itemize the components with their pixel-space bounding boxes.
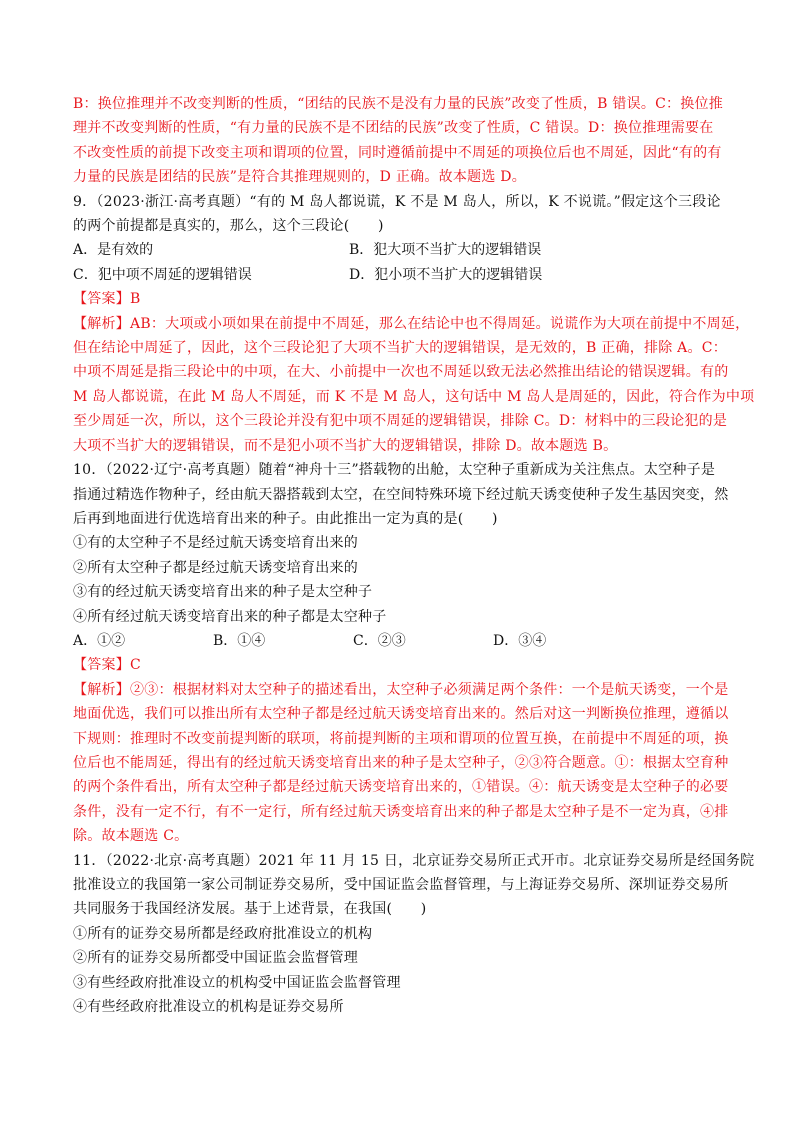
statement-item: ①所有的证券交易所都是经政府批准设立的机构 [73, 925, 373, 942]
question-11 [73, 849, 755, 1020]
explanation-line: 下规则：推理时不改变前提判断的联项，将前提判断的主项和谓项的位置互换，在前提中不周延的项，换 [73, 730, 729, 747]
explanation-line: 位后也不能周延，得出有的经过航天诱变培育出来的种子是太空种子，②③符合题意。①：根据太空育种 [73, 754, 729, 771]
question-stem-line: 9．（2023·浙江·高考真题）“有的 M 岛人都说谎，K 不是 M 岛人，所以，K 不说谎。”假定这个三段论 [73, 193, 721, 210]
question-9 [73, 190, 755, 458]
explanation-line: 但在结论中周延了，因此，这个三段论犯了大项不当扩大的逻辑错误，是无效的，B 正确，排除 A。C： [73, 340, 728, 357]
statement-item: ④有些经政府批准设立的机构是证券交易所 [73, 999, 344, 1016]
explanation-line: M 岛人都说谎，在此 M 岛人不周延，而 K 不是 M 岛人，这句话中 M 岛人是周延的，因此，符合作为中项 [73, 388, 755, 405]
option-row [73, 238, 733, 262]
answer-label: 【答案】C [73, 657, 141, 674]
option-a: A．①② [73, 632, 126, 649]
option-b: B．犯大项不当扩大的逻辑错误 [349, 242, 542, 259]
prev-explanation [73, 92, 733, 190]
explanation-line: 中项不周延是指三段论中的中项，在大、小前提中一次也不周延以致无法必然推出结论的错误逻辑。有的 [73, 364, 729, 381]
option-c: C．②③ [353, 632, 406, 649]
question-stem-line: 的两个前提都是真实的，那么，这个三段论( ) [73, 218, 384, 235]
option-c: C．犯中项不周延的逻辑错误 [73, 266, 252, 283]
explanation-line: 的两个条件看出，所有太空种子都是经过航天诱变培育出来的，①错误。④：航天诱变是太空种子的必要 [73, 779, 729, 796]
question-stem-line: 10．（2022·辽宁·高考真题）随着“神舟十三”搭载物的出舱，太空种子重新成为关注焦点。太空种子是 [73, 462, 716, 479]
question-stem-line: 批准设立的我国第一家公司制证券交易所，受中国证监会监督管理，与上海证券交易所、深圳证券交易所 [73, 877, 729, 893]
explanation-line: 【解析】AB：大项或小项如果在前提中不周延，那么在结论中也不得周延。说谎作为大项在前提中不周延， [73, 315, 750, 332]
explanation-line: 至少周延一次，所以，这个三段论并没有犯中项不周延的逻辑错误，排除 C。D：材料中的三段论犯的是 [73, 413, 728, 430]
statement-item: ②所有太空种子都是经过航天诱变培育出来的 [73, 559, 358, 576]
option-b: B．①④ [213, 632, 266, 649]
option-d: D．③④ [493, 632, 547, 649]
explanation-line: 【解析】②③：根据材料对太空种子的描述看出，太空种子必须满足两个条件：一个是航天诱变，一个是 [73, 681, 729, 698]
explanation-line: 条件，没有一定不行，有不一定行，所有经过航天诱变培育出来的种子都是太空种子是不一定为真，④排 [73, 803, 729, 820]
statement-item: ①有的太空种子不是经过航天诱变培育出来的 [73, 535, 358, 552]
option-row [73, 629, 733, 653]
explanation-line: 地面优选，我们可以推出所有太空种子都是经过航天诱变培育出来的。然后对这一判断换位推理，遵循以 [73, 706, 729, 723]
question-10 [73, 458, 733, 849]
explanation-line: 理并不改变判断的性质，“有力量的民族不是不团结的民族”改变了性质，C 错误。D：换位推理需要在 [73, 120, 714, 137]
question-stem-line: 共同服务于我国经济发展。基于上述背景，在我国( ) [73, 901, 427, 918]
option-a: A．是有效的 [73, 242, 154, 259]
page-content [73, 92, 755, 1019]
question-stem-line: 11．（2022·北京·高考真题）2021 年 11 月 15 日，北京证券交易所正式开市。北京证券交易所是经国务院 [73, 852, 755, 869]
answer-label: 【答案】B [73, 291, 141, 308]
statement-item: ④所有经过航天诱变培育出来的种子都是太空种子 [73, 608, 387, 625]
statement-item: ③有的经过航天诱变培育出来的种子是太空种子 [73, 584, 373, 601]
statement-item: ②所有的证券交易所都受中国证监会监督管理 [73, 950, 358, 967]
question-stem-line: 后再到地面进行优选培育出来的种子。由此推出一定为真的是( ) [73, 510, 498, 527]
question-stem-line: 指通过精选作物种子，经由航天器搭载到太空，在空间特殊环境下经过航天诱变使种子发生基因突变，然 [73, 486, 729, 503]
explanation-line: 大项不当扩大的逻辑错误，而不是犯小项不当扩大的逻辑错误，排除 D。故本题选 B。 [73, 437, 618, 454]
statement-item: ③有些经政府批准设立的机构受中国证监会监督管理 [73, 974, 401, 991]
explanation-line: 力量的民族是团结的民族”是符合其推理规则的，D 正确。故本题选 D。 [73, 169, 527, 186]
explanation-line: 除。故本题选 C。 [73, 828, 189, 845]
option-row [73, 263, 733, 287]
option-d: D．犯小项不当扩大的逻辑错误 [349, 266, 543, 283]
explanation-line: B：换位推理并不改变判断的性质，“团结的民族不是没有力量的民族”改变了性质，B 错误。C：换位推 [73, 96, 724, 112]
explanation-line: 不改变性质的前提下改变主项和谓项的位置，同时遵循前提中不周延的项换位后也不周延，因此“有的有 [73, 144, 722, 161]
